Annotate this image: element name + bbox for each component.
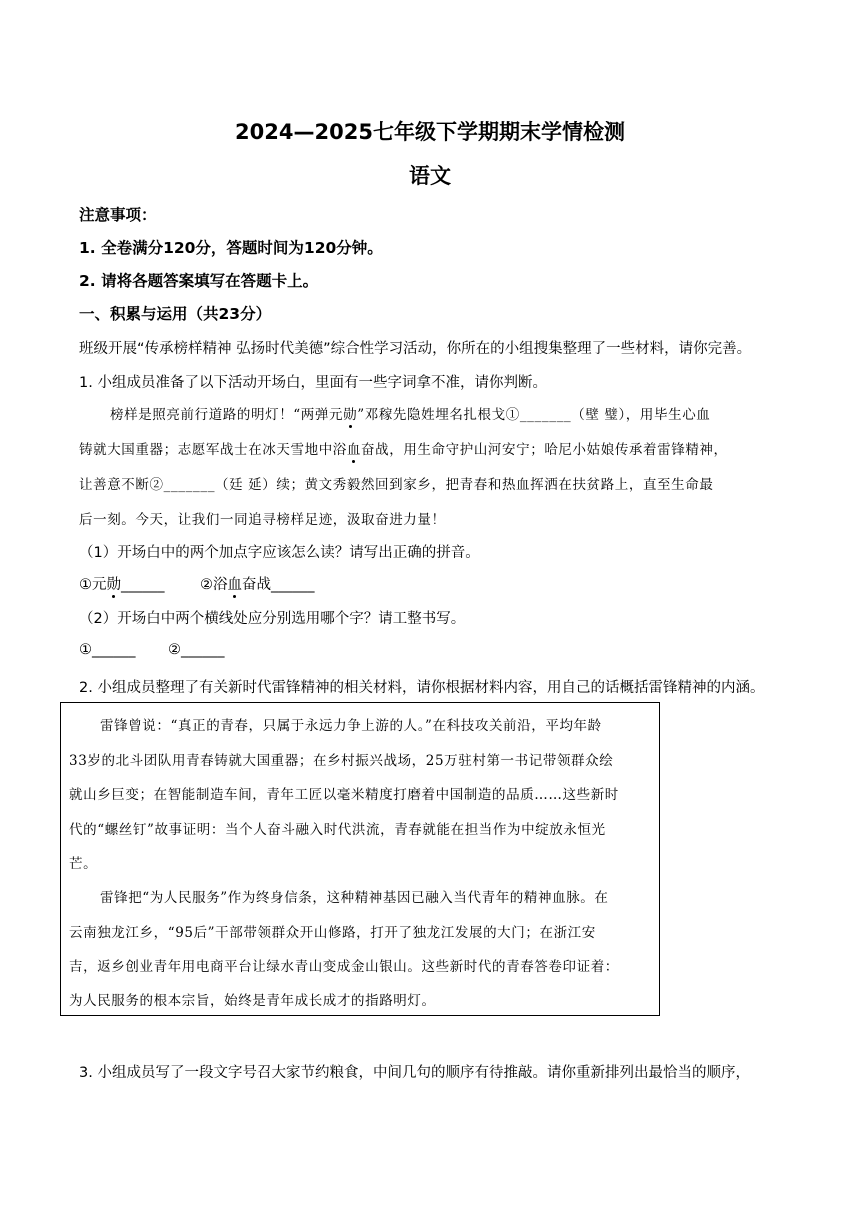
question-3-stem: 3. 小组成员写了一段文字号召大家节约粮食，中间几句的顺序有待推敲。请你重新排列出最恰当的顺序， (79, 1065, 750, 1081)
passage-line-3: 让善意不断②_______（廷 延）续；黄文秀毅然回到家乡，把青春和热血挥洒在扶贫路上，直至生命最 (79, 477, 714, 493)
sub-question-2-answer-b: ②______ (168, 642, 225, 658)
passage-line-2 (79, 438, 728, 458)
passage-line-4: 后一刻。今天，让我们一同追寻榜样足迹，汲取奋进力量！ (79, 512, 446, 528)
answer-blank: 奋战______ (242, 577, 315, 593)
material-line: 芒。 (69, 856, 98, 872)
material-line: 云南独龙江乡，“95后”干部带领群众开山修路，打开了独龙江发展的大门；在浙江安 (69, 925, 596, 941)
exam-title: 2024—2025七年级下学期期末学情检测 (235, 120, 625, 144)
passage-text: ”邓稼先隐姓埋名扎根戈①_______（壁 璧），用毕生心血 (357, 407, 711, 423)
passage-text: 榜样是照亮前行道路的明灯！“两弹元 (110, 407, 344, 423)
dotted-char-xun: 勋 (106, 577, 121, 593)
subject-title: 语文 (409, 164, 451, 188)
material-line: 33岁的北斗团队用青春铸就大国重器；在乡村振兴战场，25万驻村第一书记带领群众绘 (69, 753, 614, 769)
section-intro: 班级开展“传承榜样精神 弘扬时代美德”综合性学习活动，你所在的小组搜集整理了一些材料，请你完善。 (79, 341, 752, 357)
sub-question-1-answer-a (79, 573, 165, 594)
material-line: 就山乡巨变；在智能制造车间，青年工匠以毫米精度打磨着中国制造的品质……这些新时 (69, 787, 619, 803)
passage-text: 奋战，用生命守护山河安宁；哈尼小姑娘传承着雷锋精神， (361, 442, 728, 458)
sub-question-2-answer-a: ①______ (79, 642, 136, 658)
sub-question-1-answer-b (200, 573, 315, 594)
note-item-1: 1. 全卷满分120分，答题时间为120分钟。 (79, 239, 383, 257)
material-line: 雷锋把“为人民服务”作为终身信条，这种精神基因已融入当代青年的精神血脉。在 (100, 890, 609, 906)
answer-blank: ______ (121, 577, 165, 593)
material-line: 为人民服务的根本宗旨，始终是青年成长成才的指路明灯。 (69, 993, 436, 1009)
question-2-stem: 2. 小组成员整理了有关新时代雷锋精神的相关材料，请你根据材料内容，用自己的话概括雷锋精神的内涵。 (79, 680, 765, 696)
answer-label: ①元 (79, 577, 107, 593)
question-1-stem: 1. 小组成员准备了以下活动开场白，里面有一些字词拿不准，请你判断。 (79, 375, 547, 391)
sub-question-2: （2）开场白中两个横线处应分别选用哪个字？请工整书写。 (79, 611, 466, 627)
note-item-2: 2. 请将各题答案填写在答题卡上。 (79, 272, 319, 290)
answer-label: ②浴 (200, 577, 228, 593)
sub-question-1: （1）开场白中的两个加点字应该怎么读？请写出正确的拼音。 (79, 545, 480, 561)
section-heading: 一、积累与运用（共23分） (79, 305, 272, 323)
dotted-char-xun: 勋 (343, 407, 358, 423)
material-line: 代的“螺丝钉”故事证明：当个人奋斗融入时代洪流，青春就能在担当作为中绽放永恒光 (69, 822, 606, 838)
material-line: 雷锋曾说：“真正的青春，只属于永远力争上游的人。”在科技攻关前沿，平均年龄 (100, 718, 602, 734)
dotted-char-xue: 血 (346, 442, 362, 458)
passage-text: 铸就大国重器；志愿军战士在冰天雪地中浴 (79, 442, 347, 458)
notes-heading: 注意事项： (79, 206, 157, 224)
dotted-char-xue: 血 (227, 577, 242, 593)
passage-line-1 (110, 403, 710, 423)
material-line: 吉，返乡创业青年用电商平台让绿水青山变成金山银山。这些新时代的青春答卷印证着： (69, 959, 619, 975)
